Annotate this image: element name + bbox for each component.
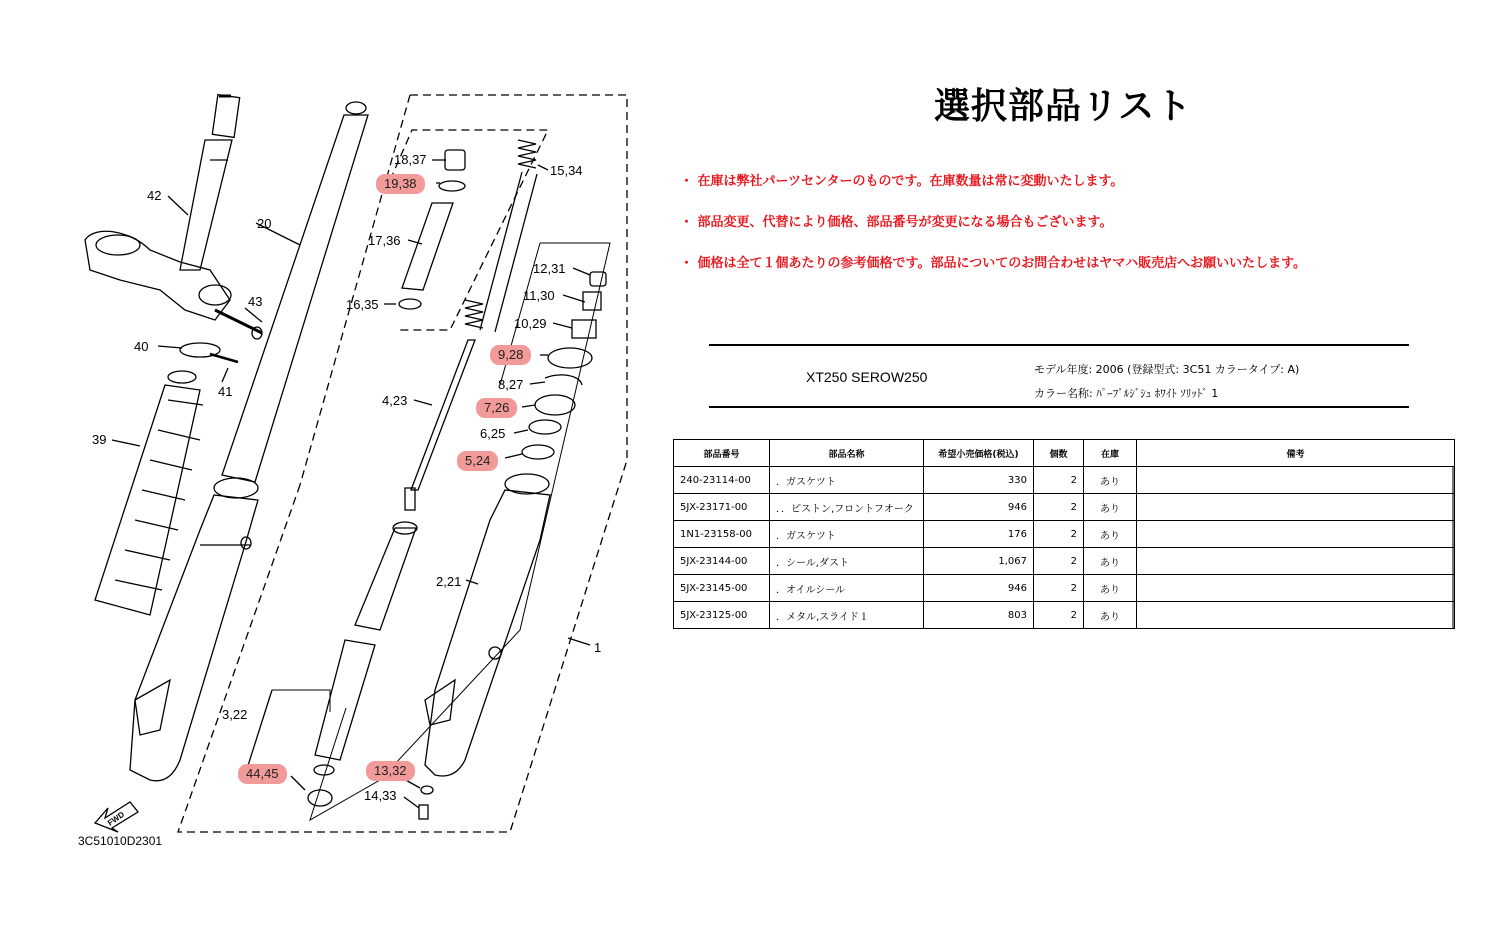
model-color-line: カラー名称: ﾊﾟｰﾌﾟﾙｼﾞｼｭ ﾎﾜｲﾄ ｿﾘｯﾄﾞ 1 [1034, 387, 1219, 400]
cell-note [1137, 548, 1455, 575]
cell-stock: あり [1084, 467, 1137, 494]
parts-diagram [0, 0, 660, 936]
cell-price: 946 [924, 575, 1034, 602]
cell-part-name: ．オイルシール [770, 575, 924, 602]
table-row [674, 548, 1455, 575]
notice-price: ・ 価格は全て１個あたりの参考価格です。部品についてのお問合わせはヤマハ販売店へお願いいたします。 [680, 256, 1307, 271]
cell-stock: あり [1084, 575, 1137, 602]
fork-boot [95, 371, 203, 615]
cell-part-number: 240-23114-00 [674, 467, 770, 494]
cell-part-name: ．ガスケツト [770, 521, 924, 548]
callout-11-30: 11,30 [523, 288, 555, 303]
cell-price: 176 [924, 521, 1034, 548]
table-row [674, 575, 1455, 602]
callout-1: 1 [594, 640, 602, 655]
cell-stock: あり [1084, 548, 1137, 575]
table-header-row [674, 440, 1455, 467]
page-title: 選択部品リスト [934, 86, 1193, 127]
callout-12-31: 12,31 [533, 261, 566, 276]
cell-price: 330 [924, 467, 1034, 494]
callout-15-34: 15,34 [550, 163, 583, 178]
cell-quantity: 2 [1034, 494, 1084, 521]
steering-stem [180, 95, 240, 270]
cell-note [1137, 467, 1455, 494]
table-row [674, 521, 1455, 548]
callout-42: 42 [147, 188, 162, 203]
cell-price: 946 [924, 494, 1034, 521]
cell-note [1137, 602, 1455, 629]
cell-quantity: 2 [1034, 602, 1084, 629]
exploded-view-drawing [0, 0, 660, 936]
cell-price: 803 [924, 602, 1034, 629]
cell-part-number: 5JX-23125-00 [674, 602, 770, 629]
cell-stock: あり [1084, 521, 1137, 548]
callout-43: 43 [248, 294, 263, 309]
callout-10-29: 10,29 [514, 316, 547, 331]
callout-16-35: 16,35 [346, 297, 379, 312]
table-row [674, 602, 1455, 629]
callout-14-33: 14,33 [364, 788, 397, 803]
callout-17-36: 17,36 [368, 233, 401, 248]
callout-20: 20 [257, 216, 272, 231]
callout-2-21: 2,21 [436, 574, 462, 589]
cell-part-name: ．メタル,スライド１ [770, 602, 924, 629]
callout-3-22: 3,22 [222, 707, 248, 722]
callout-7-26-highlight: 7,26 [476, 398, 517, 418]
callout-4-23: 4,23 [382, 393, 408, 408]
under-bracket [85, 231, 262, 339]
callout-9-28-highlight: 9,28 [490, 345, 531, 365]
cell-part-name: ．ガスケツト [770, 467, 924, 494]
parts-table [673, 439, 1455, 629]
cell-quantity: 2 [1034, 548, 1084, 575]
table-row [674, 494, 1455, 521]
header-note: 備考 [1137, 440, 1455, 467]
notice-stock: ・ 在庫は弊社パーツセンターのものです。在庫数量は常に変動いたします。 [680, 174, 1124, 189]
cell-price: 1,067 [924, 548, 1034, 575]
model-rule-top [709, 344, 1409, 346]
drawing-code: 3C51010D2301 [78, 834, 163, 848]
cell-quantity: 2 [1034, 575, 1084, 602]
cell-part-number: 5JX-23171-00 [674, 494, 770, 521]
callout-18-37: 18,37 [394, 152, 427, 167]
callout-13-32-highlight: 13,32 [366, 761, 415, 781]
cell-stock: あり [1084, 602, 1137, 629]
callout-8-27: 8,27 [498, 377, 524, 392]
cell-note [1137, 494, 1455, 521]
callout-6-25: 6,25 [480, 426, 506, 441]
cell-quantity: 2 [1034, 521, 1084, 548]
cell-part-number: 5JX-23145-00 [674, 575, 770, 602]
callout-40: 40 [134, 339, 149, 354]
callout-19-38-highlight: 19,38 [376, 174, 425, 194]
table-row [674, 467, 1455, 494]
callout-39: 39 [92, 432, 107, 447]
inner-tube-20 [222, 102, 368, 482]
header-part-name: 部品名称 [770, 440, 924, 467]
cell-part-number: 1N1-23158-00 [674, 521, 770, 548]
notice-change: ・ 部品変更、代替により価格、部品番号が変更になる場合もございます。 [680, 215, 1113, 230]
callout-41: 41 [218, 384, 233, 399]
header-price: 希望小売価格(税込) [924, 440, 1034, 467]
header-part-number: 部品番号 [674, 440, 770, 467]
model-year-line: モデル年度: 2006 (登録型式: 3C51 カラータイプ: A) [1034, 363, 1300, 376]
cell-note [1137, 575, 1455, 602]
fwd-label: FWD [105, 809, 127, 828]
cell-quantity: 2 [1034, 467, 1084, 494]
callout-5-24-highlight: 5,24 [457, 451, 498, 471]
model-rule-bottom [709, 406, 1409, 408]
cell-part-number: 5JX-23144-00 [674, 548, 770, 575]
header-stock: 在庫 [1084, 440, 1137, 467]
callout-44-45-highlight: 44,45 [238, 764, 287, 784]
cell-part-name: ．．ピストン,フロントフオーク [770, 494, 924, 521]
cell-stock: あり [1084, 494, 1137, 521]
cell-note [1137, 521, 1455, 548]
header-quantity: 個数 [1034, 440, 1084, 467]
model-name: XT250 SEROW250 [806, 369, 928, 385]
cell-part-name: ．シール,ダスト [770, 548, 924, 575]
